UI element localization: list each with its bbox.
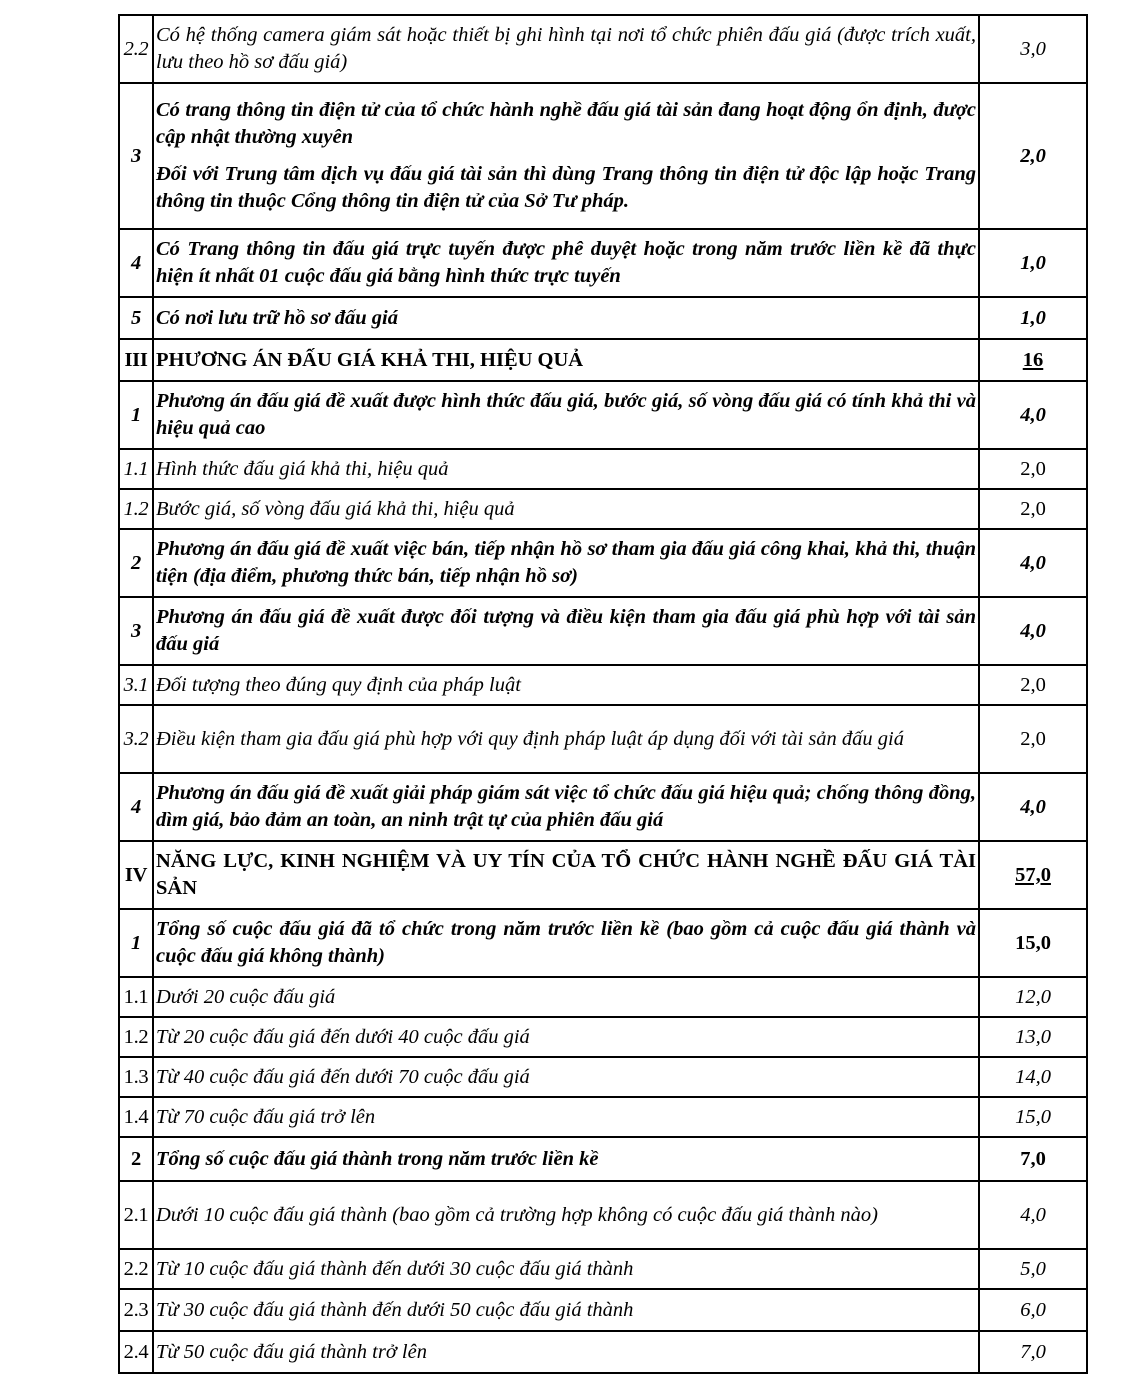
criteria-table xyxy=(118,14,1088,1374)
row-score: 4,0 xyxy=(979,529,1087,597)
row-description-paragraph: Có trang thông tin điện tử của tổ chức hành nghề đấu giá tài sản đang hoạt động ổn định, được cập nhật thường xuyên xyxy=(156,99,976,148)
row-score: 2,0 xyxy=(979,705,1087,773)
section-score xyxy=(979,841,1087,909)
row-score: 2,0 xyxy=(979,665,1087,705)
row-description: Bước giá, số vòng đấu giá khả thi, hiệu quả xyxy=(153,489,979,529)
row-description: Từ 30 cuộc đấu giá thành đến dưới 50 cuộc đấu giá thành xyxy=(153,1289,979,1331)
row-description: Từ 50 cuộc đấu giá thành trở lên xyxy=(153,1331,979,1373)
row-description: Từ 70 cuộc đấu giá trở lên xyxy=(153,1097,979,1137)
row-score: 4,0 xyxy=(979,1181,1087,1249)
table-row xyxy=(119,1181,1087,1249)
row-score: 7,0 xyxy=(979,1137,1087,1181)
section-row xyxy=(119,339,1087,381)
row-number: 2 xyxy=(119,529,153,597)
row-score: 12,0 xyxy=(979,977,1087,1017)
table-row xyxy=(119,529,1087,597)
table-row xyxy=(119,381,1087,449)
row-number: 2.1 xyxy=(119,1181,153,1249)
section-score-value: 57,0 xyxy=(1015,863,1051,886)
table-row xyxy=(119,909,1087,977)
row-number: 1.1 xyxy=(119,449,153,489)
row-score: 1,0 xyxy=(979,297,1087,339)
row-number: 3 xyxy=(119,597,153,665)
row-number: 1 xyxy=(119,381,153,449)
table-row xyxy=(119,1289,1087,1331)
row-number: 1.2 xyxy=(119,1017,153,1057)
row-description: Có Trang thông tin đấu giá trực tuyến được phê duyệt hoặc trong năm trước liền kề đã thực hiện ít nhất 01 cuộc đấu giá bằng hình thức trực tuyến xyxy=(153,229,979,297)
row-score: 2,0 xyxy=(979,449,1087,489)
row-number: 2.2 xyxy=(119,15,153,83)
row-number: 3.1 xyxy=(119,665,153,705)
row-number: 2.3 xyxy=(119,1289,153,1331)
row-score: 1,0 xyxy=(979,229,1087,297)
row-number: 1.2 xyxy=(119,489,153,529)
table-row xyxy=(119,1097,1087,1137)
row-score: 14,0 xyxy=(979,1057,1087,1097)
row-description: Từ 10 cuộc đấu giá thành đến dưới 30 cuộc đấu giá thành xyxy=(153,1249,979,1289)
table-row xyxy=(119,83,1087,229)
row-number: 1.1 xyxy=(119,977,153,1017)
row-number: 4 xyxy=(119,229,153,297)
table-row xyxy=(119,1017,1087,1057)
row-description: Dưới 20 cuộc đấu giá xyxy=(153,977,979,1017)
table-row xyxy=(119,229,1087,297)
row-number: 1.3 xyxy=(119,1057,153,1097)
row-score: 4,0 xyxy=(979,381,1087,449)
section-row xyxy=(119,841,1087,909)
table-row xyxy=(119,1331,1087,1373)
row-number: 3 xyxy=(119,83,153,229)
row-score: 6,0 xyxy=(979,1289,1087,1331)
row-score: 5,0 xyxy=(979,1249,1087,1289)
row-description: Hình thức đấu giá khả thi, hiệu quả xyxy=(153,449,979,489)
table-row xyxy=(119,1137,1087,1181)
row-score: 4,0 xyxy=(979,773,1087,841)
row-score: 2,0 xyxy=(979,489,1087,529)
row-description: Có hệ thống camera giám sát hoặc thiết bị ghi hình tại nơi tổ chức phiên đấu giá (được trích xuất, lưu theo hồ sơ đấu giá) xyxy=(153,15,979,83)
table-row xyxy=(119,489,1087,529)
row-description: Phương án đấu giá đề xuất việc bán, tiếp nhận hồ sơ tham gia đấu giá công khai, khả thi, thuận tiện (địa điểm, phương thức bán, tiếp nhận hồ sơ) xyxy=(153,529,979,597)
table-row xyxy=(119,773,1087,841)
row-description: Phương án đấu giá đề xuất được đối tượng và điều kiện tham gia đấu giá phù hợp với tài sản đấu giá xyxy=(153,597,979,665)
section-score xyxy=(979,339,1087,381)
row-description: Từ 40 cuộc đấu giá đến dưới 70 cuộc đấu giá xyxy=(153,1057,979,1097)
row-score: 2,0 xyxy=(979,83,1087,229)
row-description: Đối tượng theo đúng quy định của pháp luật xyxy=(153,665,979,705)
row-description: Phương án đấu giá đề xuất giải pháp giám sát việc tổ chức đấu giá hiệu quả; chống thông đồng, dìm giá, bảo đảm an toàn, an ninh trật tự của phiên đấu giá xyxy=(153,773,979,841)
row-number: 2.4 xyxy=(119,1331,153,1373)
row-description: Phương án đấu giá đề xuất được hình thức đấu giá, bước giá, số vòng đấu giá có tính khả thi và hiệu quả cao xyxy=(153,381,979,449)
table-row xyxy=(119,15,1087,83)
section-title: NĂNG LỰC, KINH NGHIỆM VÀ UY TÍN CỦA TỔ CHỨC HÀNH NGHỀ ĐẤU GIÁ TÀI SẢN xyxy=(153,841,979,909)
row-number: 1 xyxy=(119,909,153,977)
row-number: 4 xyxy=(119,773,153,841)
table-row xyxy=(119,665,1087,705)
row-number: 3.2 xyxy=(119,705,153,773)
table-row xyxy=(119,1249,1087,1289)
row-number: 2.2 xyxy=(119,1249,153,1289)
row-score: 7,0 xyxy=(979,1331,1087,1373)
row-number: 5 xyxy=(119,297,153,339)
row-description: Có nơi lưu trữ hồ sơ đấu giá xyxy=(153,297,979,339)
table-row xyxy=(119,977,1087,1017)
table-row xyxy=(119,297,1087,339)
row-number: 1.4 xyxy=(119,1097,153,1137)
section-title: PHƯƠNG ÁN ĐẤU GIÁ KHẢ THI, HIỆU QUẢ xyxy=(153,339,979,381)
row-description: Từ 20 cuộc đấu giá đến dưới 40 cuộc đấu giá xyxy=(153,1017,979,1057)
section-number: III xyxy=(119,339,153,381)
row-score: 15,0 xyxy=(979,1097,1087,1137)
row-score: 3,0 xyxy=(979,15,1087,83)
table-row xyxy=(119,597,1087,665)
section-score-value: 16 xyxy=(1022,348,1044,371)
row-description: Tổng số cuộc đấu giá thành trong năm trước liền kề xyxy=(153,1137,979,1181)
row-score: 13,0 xyxy=(979,1017,1087,1057)
section-number: IV xyxy=(119,841,153,909)
row-number: 2 xyxy=(119,1137,153,1181)
table-row xyxy=(119,1057,1087,1097)
table-row xyxy=(119,705,1087,773)
table-row xyxy=(119,449,1087,489)
row-score: 4,0 xyxy=(979,597,1087,665)
row-description: Tổng số cuộc đấu giá đã tổ chức trong năm trước liền kề (bao gồm cả cuộc đấu giá thành và cuộc đấu giá không thành) xyxy=(153,909,979,977)
row-description: Dưới 10 cuộc đấu giá thành (bao gồm cả trường hợp không có cuộc đấu giá thành nào) xyxy=(153,1181,979,1249)
row-description-note: Đối với Trung tâm dịch vụ đấu giá tài sản thì dùng Trang thông tin điện tử độc lập hoặc Trang thông tin thuộc Cổng thông tin điện tử của Sở Tư pháp. xyxy=(156,163,976,212)
row-description xyxy=(153,83,979,229)
row-description: Điều kiện tham gia đấu giá phù hợp với quy định pháp luật áp dụng đối với tài sản đấu giá xyxy=(153,705,979,773)
row-score: 15,0 xyxy=(979,909,1087,977)
